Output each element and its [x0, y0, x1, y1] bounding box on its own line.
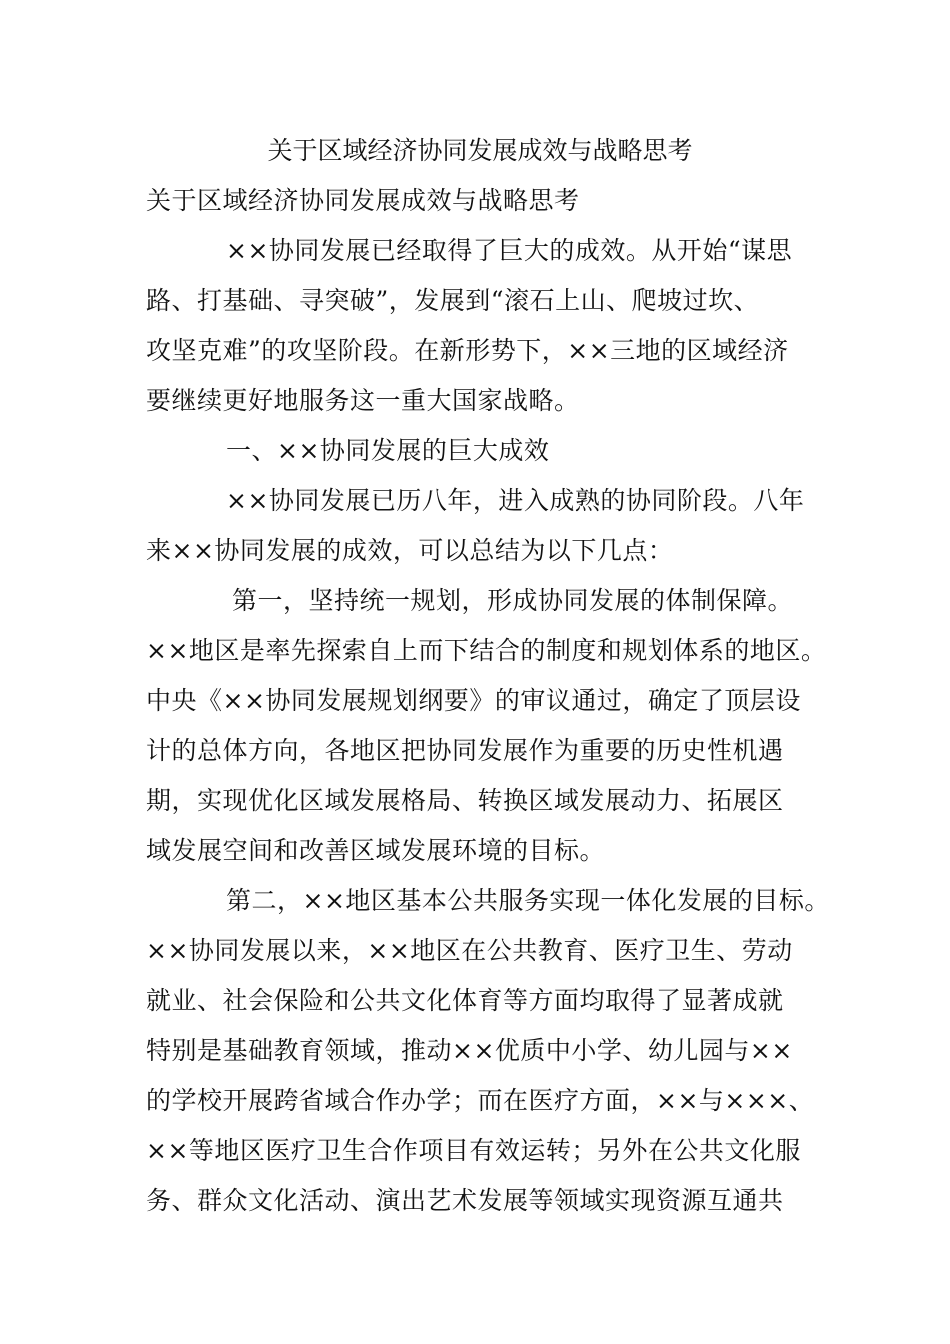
paragraph-line: 路、打基础、寻突破”，发展到“滚石上山、爬坡过坎、	[146, 286, 760, 315]
paragraph-line: 期，实现优化区域发展格局、转换区域发展动力、拓展区	[146, 786, 784, 815]
paragraph-line: 域发展空间和改善区域发展环境的目标。	[146, 836, 606, 865]
paragraph-line: 的学校开展跨省域合作办学；而在医疗方面，××与×××、	[146, 1086, 815, 1115]
paragraph-line: 就业、社会保险和公共文化体育等方面均取得了显著成就	[146, 986, 784, 1015]
paragraph-line: ××协同发展以来，××地区在公共教育、医疗卫生、劳动	[146, 936, 793, 965]
paragraph-line: 来××协同发展的成效，可以总结为以下几点：	[146, 536, 674, 565]
paragraph-line: 计的总体方向，各地区把协同发展作为重要的历史性机遇	[146, 736, 784, 765]
paragraph-line: 第一，坚持统一规划，形成协同发展的体制保障。	[232, 586, 794, 615]
paragraph-line: 攻坚克难”的攻坚阶段。在新形势下，××三地的区域经济	[146, 336, 789, 365]
document-title: 关于区域经济协同发展成效与战略思考	[267, 136, 693, 165]
paragraph-line: ××等地区医疗卫生合作项目有效运转；另外在公共文化服	[146, 1136, 801, 1165]
section-heading: 一、××协同发展的巨大成效	[226, 436, 550, 465]
paragraph-line: 特别是基础教育领域，推动××优质中小学、幼儿园与××	[146, 1036, 793, 1065]
document-subtitle: 关于区域经济协同发展成效与战略思考	[146, 186, 580, 215]
paragraph-line: 第二，××地区基本公共服务实现一体化发展的目标。	[226, 886, 830, 915]
paragraph-line: ××地区是率先探索自上而下结合的制度和规划体系的地区。	[146, 636, 827, 665]
paragraph-line: ××协同发展已历八年，进入成熟的协同阶段。八年	[226, 486, 805, 515]
paragraph-line: 要继续更好地服务这一重大国家战略。	[146, 386, 580, 415]
paragraph-line: 中央《××协同发展规划纲要》的审议通过，确定了顶层设	[146, 686, 801, 715]
paragraph-line: 务、群众文化活动、演出艺术发展等领域实现资源互通共	[146, 1186, 784, 1215]
paragraph-line: ××协同发展已经取得了巨大的成效。从开始“谋思	[226, 236, 793, 265]
